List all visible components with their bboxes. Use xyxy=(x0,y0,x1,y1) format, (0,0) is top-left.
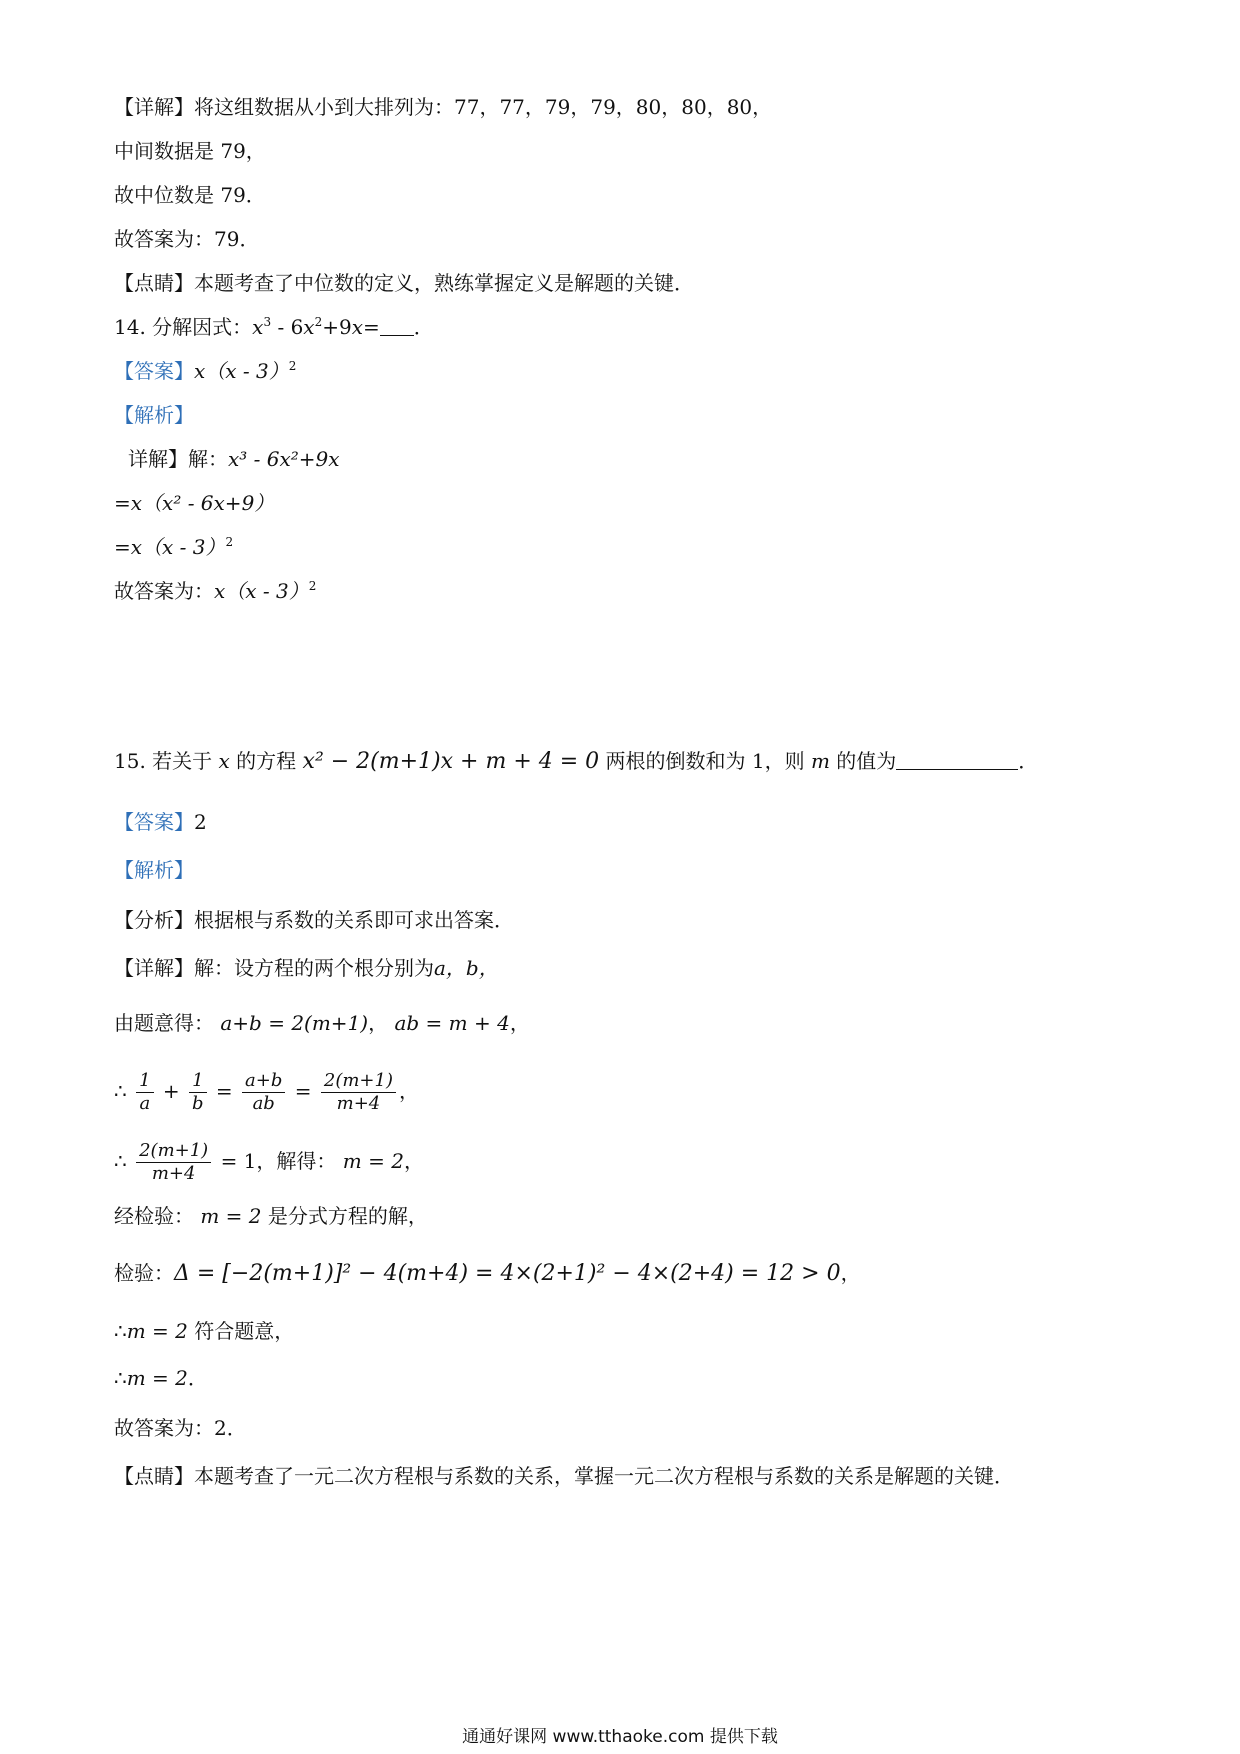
q14-final-sup: 2 xyxy=(308,579,317,593)
therefore-symbol: ∴ xyxy=(114,1079,127,1103)
q15-fit xyxy=(114,1317,294,1345)
fraction-m-expression xyxy=(321,1070,396,1115)
q13-middle: 中间数据是 79， xyxy=(114,139,266,163)
discriminant-expression: Δ = [−2(m+1)]² − 4(m+4) = 4×(2+1)² − 4×(2+4) = 12 > 0 xyxy=(174,1261,841,1286)
q15-prompt-b: 的方程 xyxy=(236,749,297,773)
q15-analysis: 【分析】根据根与系数的关系即可求出答案． xyxy=(114,908,514,932)
q14-expr-x2: x xyxy=(303,315,315,339)
q15-given-prefix: 由题意得： xyxy=(114,1011,214,1035)
frac4-den: m+4 xyxy=(336,1093,381,1114)
frac2-den: b xyxy=(192,1093,204,1114)
q15-detail-prefix: 【详解】解：设方程的两个根分别为 xyxy=(114,956,434,980)
solve-text: ，解得： xyxy=(256,1149,337,1173)
therefore-symbol: ∴ xyxy=(114,1149,127,1173)
q15-final: 故答案为：2． xyxy=(114,1416,247,1440)
result-value: m = 2 xyxy=(126,1366,188,1390)
check1-prefix: 经检验： xyxy=(114,1204,194,1228)
q15-end: ． xyxy=(1018,749,1039,773)
q14-expr-plus: +9 xyxy=(322,315,352,339)
q13-comment: 【点睛】本题考查了中位数的定义，熟练掌握定义是解题的关键． xyxy=(114,271,694,295)
q15-check2 xyxy=(114,1259,861,1288)
frac4-num: 2(m+1) xyxy=(321,1070,396,1093)
q14-step2 xyxy=(114,533,233,561)
check2-end: ， xyxy=(840,1261,861,1285)
q14-analysis-tag: 【解析】 xyxy=(114,403,194,427)
frac1-num: 1 xyxy=(136,1070,153,1093)
check2-prefix: 检验： xyxy=(114,1261,174,1285)
q14-final-expr: x（x - 3） xyxy=(214,579,309,603)
q15-number: 15. xyxy=(114,749,146,773)
q14-expr-sup2: 2 xyxy=(314,315,323,329)
q15-prompt-c: 两根的倒数和为 1，则 xyxy=(605,749,805,773)
fraction-1-over-a xyxy=(136,1070,153,1115)
q15-equation: x² − 2(m+1)x + m + 4 = 0 xyxy=(302,749,600,774)
q15-prompt-a: 若关于 xyxy=(152,749,213,773)
result-end: ． xyxy=(187,1366,208,1390)
equals-one: = 1 xyxy=(220,1149,257,1173)
q15-detail xyxy=(114,954,499,982)
q15-solve-line xyxy=(114,1136,424,1186)
q15-result xyxy=(114,1364,208,1392)
q15-comment: 【点睛】本题考查了一元二次方程根与系数的关系，掌握一元二次方程根与系数的关系是解题的关键． xyxy=(114,1464,1014,1488)
q14-detail xyxy=(128,445,340,473)
equals-sign: = xyxy=(294,1079,312,1103)
q14-detail-prefix: 详解】解： xyxy=(128,447,228,471)
q14-answer-tag: 【答案】 xyxy=(114,359,194,383)
q14-final xyxy=(114,577,316,605)
q14-expr-x: x xyxy=(252,315,264,339)
q15-given-sep: ， xyxy=(368,1011,389,1035)
q15-given-2: ab = m + 4 xyxy=(394,1011,510,1035)
q14-end: ． xyxy=(413,315,434,339)
q14-final-prefix: 故答案为： xyxy=(114,579,214,603)
q14-answer-value: x（x - 3） xyxy=(194,359,289,383)
fit-value: m = 2 xyxy=(126,1319,188,1343)
q14-detail-expr: x³ - 6x²+9x xyxy=(228,447,340,471)
q14-number: 14. xyxy=(114,315,146,339)
q15-reciprocal-line xyxy=(114,1066,419,1116)
q15-given-1: a+b = 2(m+1) xyxy=(220,1011,369,1035)
frac1-den: a xyxy=(139,1093,151,1114)
q13-answer-line: 故答案为：79． xyxy=(114,227,260,251)
fit-text: 符合题意， xyxy=(194,1319,295,1343)
frac3-num: a+b xyxy=(242,1070,285,1093)
q15-var-m: m xyxy=(810,749,830,773)
plus-sign: + xyxy=(162,1079,180,1103)
solve-end: ， xyxy=(403,1149,424,1173)
q15-answer-tag: 【答案】 xyxy=(114,810,194,834)
fraction-sum-over-product xyxy=(242,1070,285,1115)
q14-question xyxy=(114,313,434,341)
q15-prompt-d: 的值为 xyxy=(836,749,897,773)
q15-given-end: ， xyxy=(509,1011,530,1035)
frac5-num: 2(m+1) xyxy=(136,1140,211,1163)
q15-analysis-tag: 【解析】 xyxy=(114,858,194,882)
q14-expr-eq: = xyxy=(362,315,380,339)
frac3-den: ab xyxy=(252,1093,275,1114)
therefore-symbol: ∴ xyxy=(114,1319,127,1343)
q15-answer-value: 2 xyxy=(194,810,207,834)
q14-answer xyxy=(114,357,296,385)
q15-answer xyxy=(114,808,207,836)
q14-expr-mid: - 6 xyxy=(271,315,304,339)
q14-expr-sup3: 3 xyxy=(263,315,272,329)
frac5-den: m+4 xyxy=(151,1163,196,1184)
q14-answer-sup: 2 xyxy=(288,359,297,373)
check1-text: 是分式方程的解， xyxy=(267,1204,428,1228)
q15-check1 xyxy=(114,1202,428,1230)
fraction-m-expression xyxy=(136,1140,211,1185)
q14-prompt: 分解因式： xyxy=(152,315,253,339)
q14-step2-sup: 2 xyxy=(225,535,234,549)
q15-question xyxy=(114,747,1038,776)
page-footer: 通通好课网 www.tthaoke.com 提供下载 xyxy=(462,1727,778,1747)
solve-value: m = 2 xyxy=(342,1149,404,1173)
q13-detail: 【详解】将这组数据从小到大排列为：77，77，79，79，80，80，80， xyxy=(114,95,773,119)
check1-value: m = 2 xyxy=(200,1204,262,1228)
frac2-num: 1 xyxy=(189,1070,206,1093)
q15-answer-blank xyxy=(896,751,1018,770)
q15-var-x: x xyxy=(218,749,230,773)
comma: ， xyxy=(398,1079,419,1103)
q14-step1: =x（x² - 6x+9） xyxy=(114,491,275,515)
q13-median: 故中位数是 79． xyxy=(114,183,266,207)
q14-answer-blank xyxy=(380,317,414,336)
fraction-1-over-b xyxy=(189,1070,207,1115)
equals-sign: = xyxy=(215,1079,233,1103)
q14-expr-x3: x xyxy=(351,315,363,339)
therefore-symbol: ∴ xyxy=(114,1366,127,1390)
q15-detail-vars: a，b， xyxy=(434,956,499,980)
q15-given xyxy=(114,1009,530,1037)
q14-step2-expr: =x（x - 3） xyxy=(114,535,226,559)
